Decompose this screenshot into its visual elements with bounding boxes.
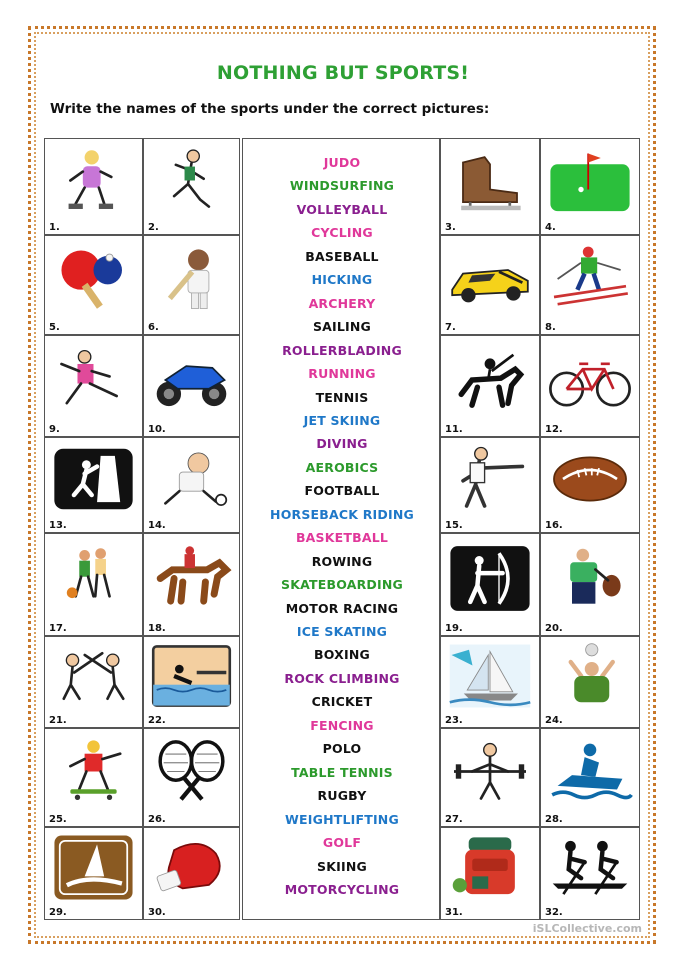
word-bank-item: RUNNING — [308, 366, 376, 382]
picture-number: 32. — [545, 907, 563, 918]
picture-cell — [143, 138, 240, 235]
runner-icon — [148, 143, 235, 218]
picture-number: 15. — [445, 520, 463, 531]
word-bank-item: TABLE TENNIS — [291, 764, 393, 780]
word-bank-item: FENCING — [310, 717, 374, 733]
word-bank-item: RUGBY — [317, 788, 367, 804]
picture-cell — [143, 235, 240, 335]
picture-cell — [540, 728, 640, 827]
picture-number: 22. — [148, 715, 166, 726]
picture-number: 27. — [445, 814, 463, 825]
picture-cell — [143, 533, 240, 636]
picture-cell — [440, 533, 540, 636]
polo-icon — [445, 340, 535, 420]
picture-number: 23. — [445, 715, 463, 726]
word-bank-item: MOTOR RACING — [285, 600, 399, 616]
picture-number: 26. — [148, 814, 166, 825]
picture-number: 13. — [49, 520, 67, 531]
picture-number: 1. — [49, 222, 60, 233]
picture-cell — [440, 437, 540, 533]
diving-sign-icon — [148, 641, 235, 711]
picture-number: 24. — [545, 715, 563, 726]
motorcycle-icon — [148, 340, 235, 420]
picture-number: 7. — [445, 322, 456, 333]
rock-climbing-sign-icon — [49, 442, 138, 516]
picture-number: 16. — [545, 520, 563, 531]
picture-number: 21. — [49, 715, 67, 726]
fencing-icon — [49, 641, 138, 711]
picture-cell — [440, 636, 540, 728]
picture-number: 17. — [49, 623, 67, 634]
aerobics-icon — [49, 340, 138, 420]
word-bank-item: SKATEBOARDING — [281, 577, 403, 593]
skateboarder-icon — [49, 733, 138, 810]
football-player-icon — [148, 442, 235, 516]
volleyball-player-icon — [545, 641, 635, 711]
weightlifter-icon — [445, 733, 535, 810]
word-bank-item: HORSEBACK RIDING — [270, 506, 414, 522]
instruction-text: Write the names of the sports under the correct pictures: — [50, 101, 490, 117]
race-car-icon — [445, 240, 535, 318]
picture-cell — [440, 335, 540, 437]
word-bank-item: GOLF — [322, 835, 362, 851]
word-bank-item: ROCK CLIMBING — [284, 670, 400, 686]
picture-cell — [540, 827, 640, 920]
word-bank-item: DIVING — [316, 436, 368, 452]
word-bank-item: HICKING — [311, 272, 373, 288]
picture-cell — [44, 827, 143, 920]
picture-number: 12. — [545, 424, 563, 435]
word-bank-item: WEIGHTLIFTING — [285, 811, 399, 827]
word-bank-item: ICE SKATING — [296, 624, 388, 639]
word-bank-item: AEROBICS — [305, 459, 379, 475]
word-bank-item: POLO — [322, 741, 362, 757]
jet-ski-sign-icon — [545, 733, 635, 810]
windsurfing-sign-icon — [49, 832, 138, 903]
picture-cell — [143, 728, 240, 827]
picture-cell — [440, 728, 540, 827]
word-bank-item: WINDSURFING — [289, 178, 395, 194]
picture-cell — [440, 827, 540, 920]
picture-number: 14. — [148, 520, 166, 531]
picture-cell — [540, 235, 640, 335]
judo-icon — [445, 442, 535, 516]
word-bank — [242, 138, 440, 920]
picture-cell — [44, 235, 143, 335]
word-bank-item: BASKETBALL — [295, 530, 389, 546]
word-bank-item: CRICKET — [311, 694, 373, 710]
picture-cell — [143, 335, 240, 437]
picture-number: 6. — [148, 322, 159, 333]
picture-number: 3. — [445, 222, 456, 233]
word-bank-item: ROLLERBLADING — [282, 342, 402, 358]
picture-cell — [143, 636, 240, 728]
picture-cell — [44, 533, 143, 636]
picture-number: 5. — [49, 322, 60, 333]
word-bank-item: JUDO — [323, 155, 361, 170]
word-bank-item: ROWING — [311, 553, 373, 569]
picture-number: 19. — [445, 623, 463, 634]
golf-green-icon — [545, 143, 635, 218]
word-bank-item: ARCHERY — [308, 295, 376, 311]
word-bank-item: MOTORCYCLING — [284, 881, 400, 897]
archery-sign-icon — [445, 538, 535, 619]
tennis-rackets-icon — [148, 733, 235, 810]
footer-watermark: iSLCollective.com — [532, 922, 642, 935]
picture-cell — [540, 533, 640, 636]
word-bank-item: SAILING — [312, 319, 372, 335]
word-bank-item: SKIING — [317, 858, 367, 874]
word-bank-item: FOOTBALL — [304, 483, 380, 499]
hiking-backpack-icon — [445, 832, 535, 903]
page-title: NOTHING BUT SPORTS! — [216, 62, 470, 84]
picture-cell — [540, 636, 640, 728]
rollerblader-icon — [49, 143, 138, 218]
picture-cell — [540, 437, 640, 533]
word-bank-item: BASEBALL — [305, 248, 379, 264]
picture-cell — [440, 138, 540, 235]
picture-number: 28. — [545, 814, 563, 825]
skier-icon — [545, 240, 635, 318]
picture-cell — [44, 138, 143, 235]
picture-number: 31. — [445, 907, 463, 918]
picture-number: 30. — [148, 907, 166, 918]
rowing-icon — [545, 832, 635, 903]
baseball-player-icon — [545, 538, 635, 619]
boxing-glove-icon — [148, 832, 235, 903]
word-bank-item: JET SKIING — [303, 412, 381, 428]
picture-number: 2. — [148, 222, 159, 233]
picture-cell — [440, 235, 540, 335]
picture-number: 11. — [445, 424, 463, 435]
ice-skate-icon — [445, 143, 535, 218]
picture-number: 25. — [49, 814, 67, 825]
picture-number: 29. — [49, 907, 67, 918]
horse-rider-icon — [148, 538, 235, 619]
picture-cell — [143, 437, 240, 533]
picture-cell — [44, 636, 143, 728]
picture-number: 10. — [148, 424, 166, 435]
basketball-players-icon — [49, 538, 138, 619]
picture-cell — [44, 728, 143, 827]
rugby-ball-icon — [545, 442, 635, 516]
picture-number: 8. — [545, 322, 556, 333]
picture-cell — [44, 335, 143, 437]
picture-cell — [44, 437, 143, 533]
picture-cell — [540, 335, 640, 437]
word-bank-item: BOXING — [314, 647, 370, 663]
picture-number: 9. — [49, 424, 60, 435]
picture-cell — [540, 138, 640, 235]
picture-cell — [143, 827, 240, 920]
word-bank-item: VOLLEYBALL — [296, 201, 388, 217]
ping-pong-paddle-icon — [49, 240, 138, 318]
cricket-player-icon — [148, 240, 235, 318]
picture-number: 4. — [545, 222, 556, 233]
picture-number: 20. — [545, 623, 563, 634]
picture-number: 18. — [148, 623, 166, 634]
bicycle-icon — [545, 340, 635, 420]
word-bank-item: CYCLING — [311, 225, 373, 241]
word-bank-item: TENNIS — [315, 389, 369, 405]
sailboat-icon — [445, 641, 535, 711]
